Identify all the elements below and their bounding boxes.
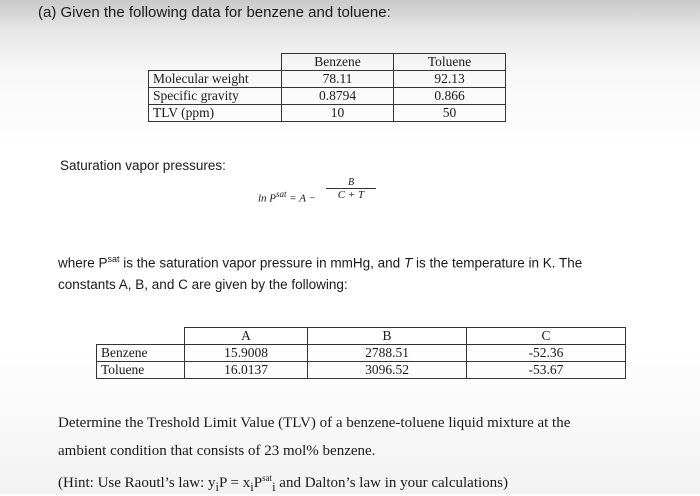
table-cell	[97, 328, 185, 345]
text-span: where P	[58, 255, 108, 271]
hint-line	[58, 469, 508, 496]
properties-table	[148, 53, 506, 122]
table-row	[149, 105, 506, 122]
eq-lhs-sup: sat	[276, 189, 287, 199]
table-cell: 10	[282, 105, 394, 122]
text-span: is the saturation vapor pressure in mmHg, and	[119, 255, 404, 271]
text-sub: i	[215, 480, 219, 494]
table-cell: 16.0137	[185, 362, 308, 379]
table-cell: Molecular weight	[149, 71, 282, 88]
text-span: and Dalton’s law in your calculations)	[275, 475, 508, 491]
text-sub: i	[272, 480, 276, 494]
table-cell: C	[467, 328, 626, 345]
table-cell: -53.67	[467, 362, 626, 379]
table-cell: TLV (ppm)	[149, 105, 282, 122]
table-header-row	[149, 54, 506, 71]
text-span: P = x	[218, 475, 251, 491]
table-row	[149, 71, 506, 88]
text-sup: sat	[107, 254, 120, 264]
table-cell	[149, 54, 282, 71]
paragraph-constants: constants A, B, and C are given by the following:	[58, 277, 348, 292]
table-cell: B	[308, 328, 467, 345]
table-cell: Benzene	[282, 54, 394, 71]
text-italic: T	[403, 255, 413, 271]
table-cell: -52.36	[467, 345, 626, 362]
text-sup: sat	[262, 473, 273, 483]
table-cell: Specific gravity	[149, 88, 282, 105]
table-cell: Toluene	[97, 362, 185, 379]
table-cell: 92.13	[394, 71, 506, 88]
text-span: P	[253, 475, 263, 491]
table-cell: 0.866	[394, 88, 506, 105]
eq-denominator: C + T	[337, 189, 365, 201]
text-span: is the temperature in K. The	[412, 255, 583, 271]
table-cell: 78.11	[282, 71, 394, 88]
table-cell: 2788.51	[308, 345, 467, 362]
table-row	[97, 345, 626, 362]
constants-table	[96, 327, 626, 379]
eq-middle: = A −	[286, 192, 316, 205]
table-cell: 3096.52	[308, 362, 467, 379]
eq-lhs: ln P	[258, 192, 277, 205]
question-line-2: ambient condition that consists of 23 mol% benzene.	[58, 443, 376, 459]
table-cell: Toluene	[394, 54, 506, 71]
text-sub: i	[250, 480, 254, 494]
problem-heading: (a) Given the following data for benzene and toluene:	[38, 4, 391, 21]
question-line-1: Determine the Treshold Limit Value (TLV) of a benzene-toluene liquid mixture at the	[58, 415, 571, 431]
saturation-label: Saturation vapor pressures:	[60, 158, 226, 173]
table-cell: Benzene	[97, 345, 185, 362]
table-header-row	[97, 328, 626, 345]
paragraph-definition	[58, 250, 582, 273]
table-cell: A	[185, 328, 308, 345]
antoine-equation	[258, 175, 388, 215]
table-row	[97, 362, 626, 379]
table-row	[149, 88, 506, 105]
table-cell: 0.8794	[282, 88, 394, 105]
table-cell: 15.9008	[185, 345, 308, 362]
text-span: (Hint: Use Raoutl’s law: y	[58, 475, 216, 491]
table-cell: 50	[394, 105, 506, 122]
eq-numerator: B	[326, 177, 376, 189]
